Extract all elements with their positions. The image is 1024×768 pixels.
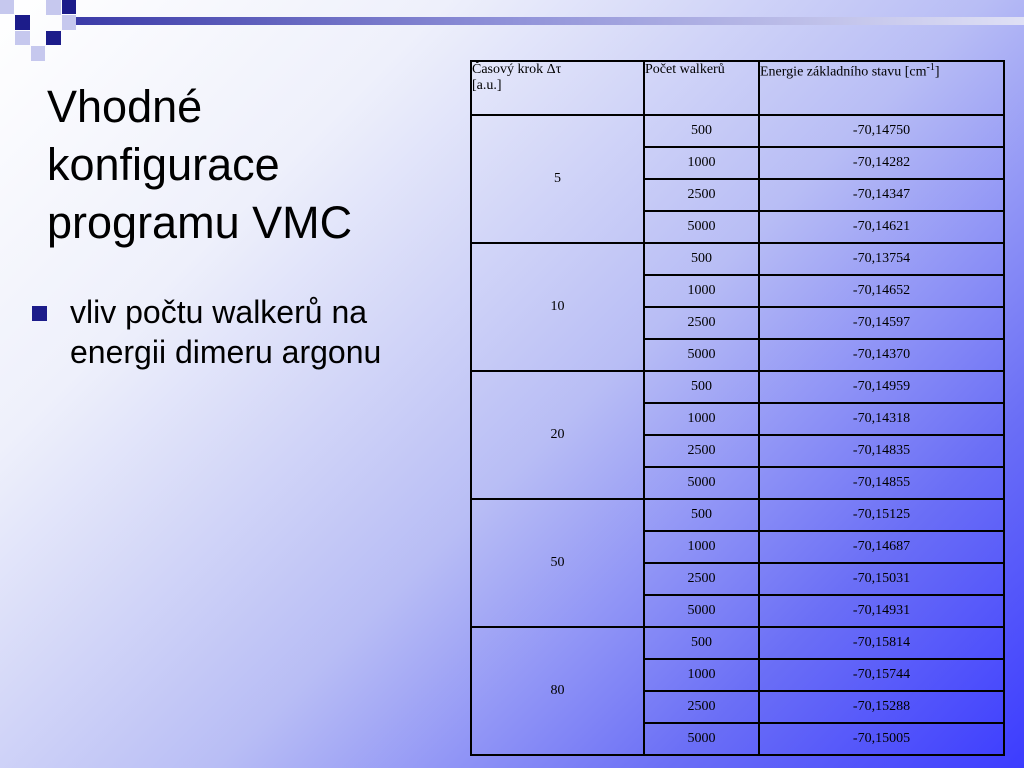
energy-cell: -70,14282 [759, 147, 1004, 179]
walkers-cell: 5000 [644, 467, 759, 499]
energy-cell: -70,15125 [759, 499, 1004, 531]
step-cell: 50 [471, 499, 644, 627]
deco-square [46, 31, 61, 45]
walkers-cell: 5000 [644, 595, 759, 627]
header-walkers: Počet walkerů [644, 61, 759, 115]
energy-cell: -70,14835 [759, 435, 1004, 467]
header-time-step-label: Časový krok Δτ [472, 62, 562, 77]
bullet-square-icon [32, 306, 47, 321]
step-cell: 10 [471, 243, 644, 371]
energy-cell: -70,14621 [759, 211, 1004, 243]
deco-square [62, 0, 76, 14]
walkers-cell: 2500 [644, 563, 759, 595]
walkers-cell: 5000 [644, 339, 759, 371]
walkers-cell: 5000 [644, 211, 759, 243]
energy-cell: -70,15288 [759, 691, 1004, 723]
walkers-cell: 1000 [644, 275, 759, 307]
table-row [471, 371, 1004, 403]
energy-cell: -70,14931 [759, 595, 1004, 627]
deco-square [15, 31, 30, 45]
walkers-cell: 500 [644, 115, 759, 147]
header-decoration [0, 0, 1024, 62]
walkers-cell: 2500 [644, 179, 759, 211]
walkers-cell: 5000 [644, 723, 759, 755]
header-energy-label: Energie základního stavu [cm [760, 64, 927, 80]
walkers-cell: 2500 [644, 435, 759, 467]
energy-cell: -70,15031 [759, 563, 1004, 595]
title-line: konfigurace [47, 139, 280, 190]
walkers-cell: 1000 [644, 403, 759, 435]
walkers-cell: 500 [644, 371, 759, 403]
deco-square [46, 0, 61, 15]
header-line [76, 17, 1024, 25]
deco-square [62, 15, 76, 30]
header-energy-close: ] [934, 64, 940, 80]
energy-cell: -70,14597 [759, 307, 1004, 339]
title-line: Vhodné [47, 81, 203, 132]
energy-cell: -70,15005 [759, 723, 1004, 755]
table-row [471, 627, 1004, 659]
deco-square [0, 0, 14, 14]
energy-cell: -70,14370 [759, 339, 1004, 371]
walkers-cell: 500 [644, 243, 759, 275]
header-energy [759, 61, 1004, 115]
energy-cell: -70,14687 [759, 531, 1004, 563]
walkers-cell: 500 [644, 627, 759, 659]
table-row [471, 499, 1004, 531]
energy-cell: -70,14652 [759, 275, 1004, 307]
data-table [470, 60, 1005, 756]
deco-square [15, 15, 30, 30]
energy-cell: -70,15744 [759, 659, 1004, 691]
bullet-text: vliv počtu walkerů na energii dimeru argonu [70, 294, 382, 370]
table-header-row [471, 61, 1004, 115]
energy-cell: -70,14855 [759, 467, 1004, 499]
energy-cell: -70,13754 [759, 243, 1004, 275]
energy-cell: -70,14347 [759, 179, 1004, 211]
energy-cell: -70,15814 [759, 627, 1004, 659]
walkers-cell: 500 [644, 499, 759, 531]
deco-square [31, 46, 45, 61]
walkers-cell: 1000 [644, 659, 759, 691]
table-row [471, 115, 1004, 147]
walkers-cell: 1000 [644, 147, 759, 179]
header-energy-sup: -1 [926, 62, 935, 73]
step-cell: 5 [471, 115, 644, 243]
walkers-cell: 1000 [644, 531, 759, 563]
walkers-cell: 2500 [644, 307, 759, 339]
energy-cell: -70,14750 [759, 115, 1004, 147]
table-row [471, 243, 1004, 275]
step-cell: 20 [471, 371, 644, 499]
walkers-cell: 2500 [644, 691, 759, 723]
energy-cell: -70,14318 [759, 403, 1004, 435]
title-line: programu VMC [47, 197, 353, 248]
slide-title [47, 78, 447, 252]
energy-cell: -70,14959 [759, 371, 1004, 403]
step-cell: 80 [471, 627, 644, 755]
header-time-step [471, 61, 644, 115]
header-time-step-unit: [a.u.] [472, 78, 502, 93]
